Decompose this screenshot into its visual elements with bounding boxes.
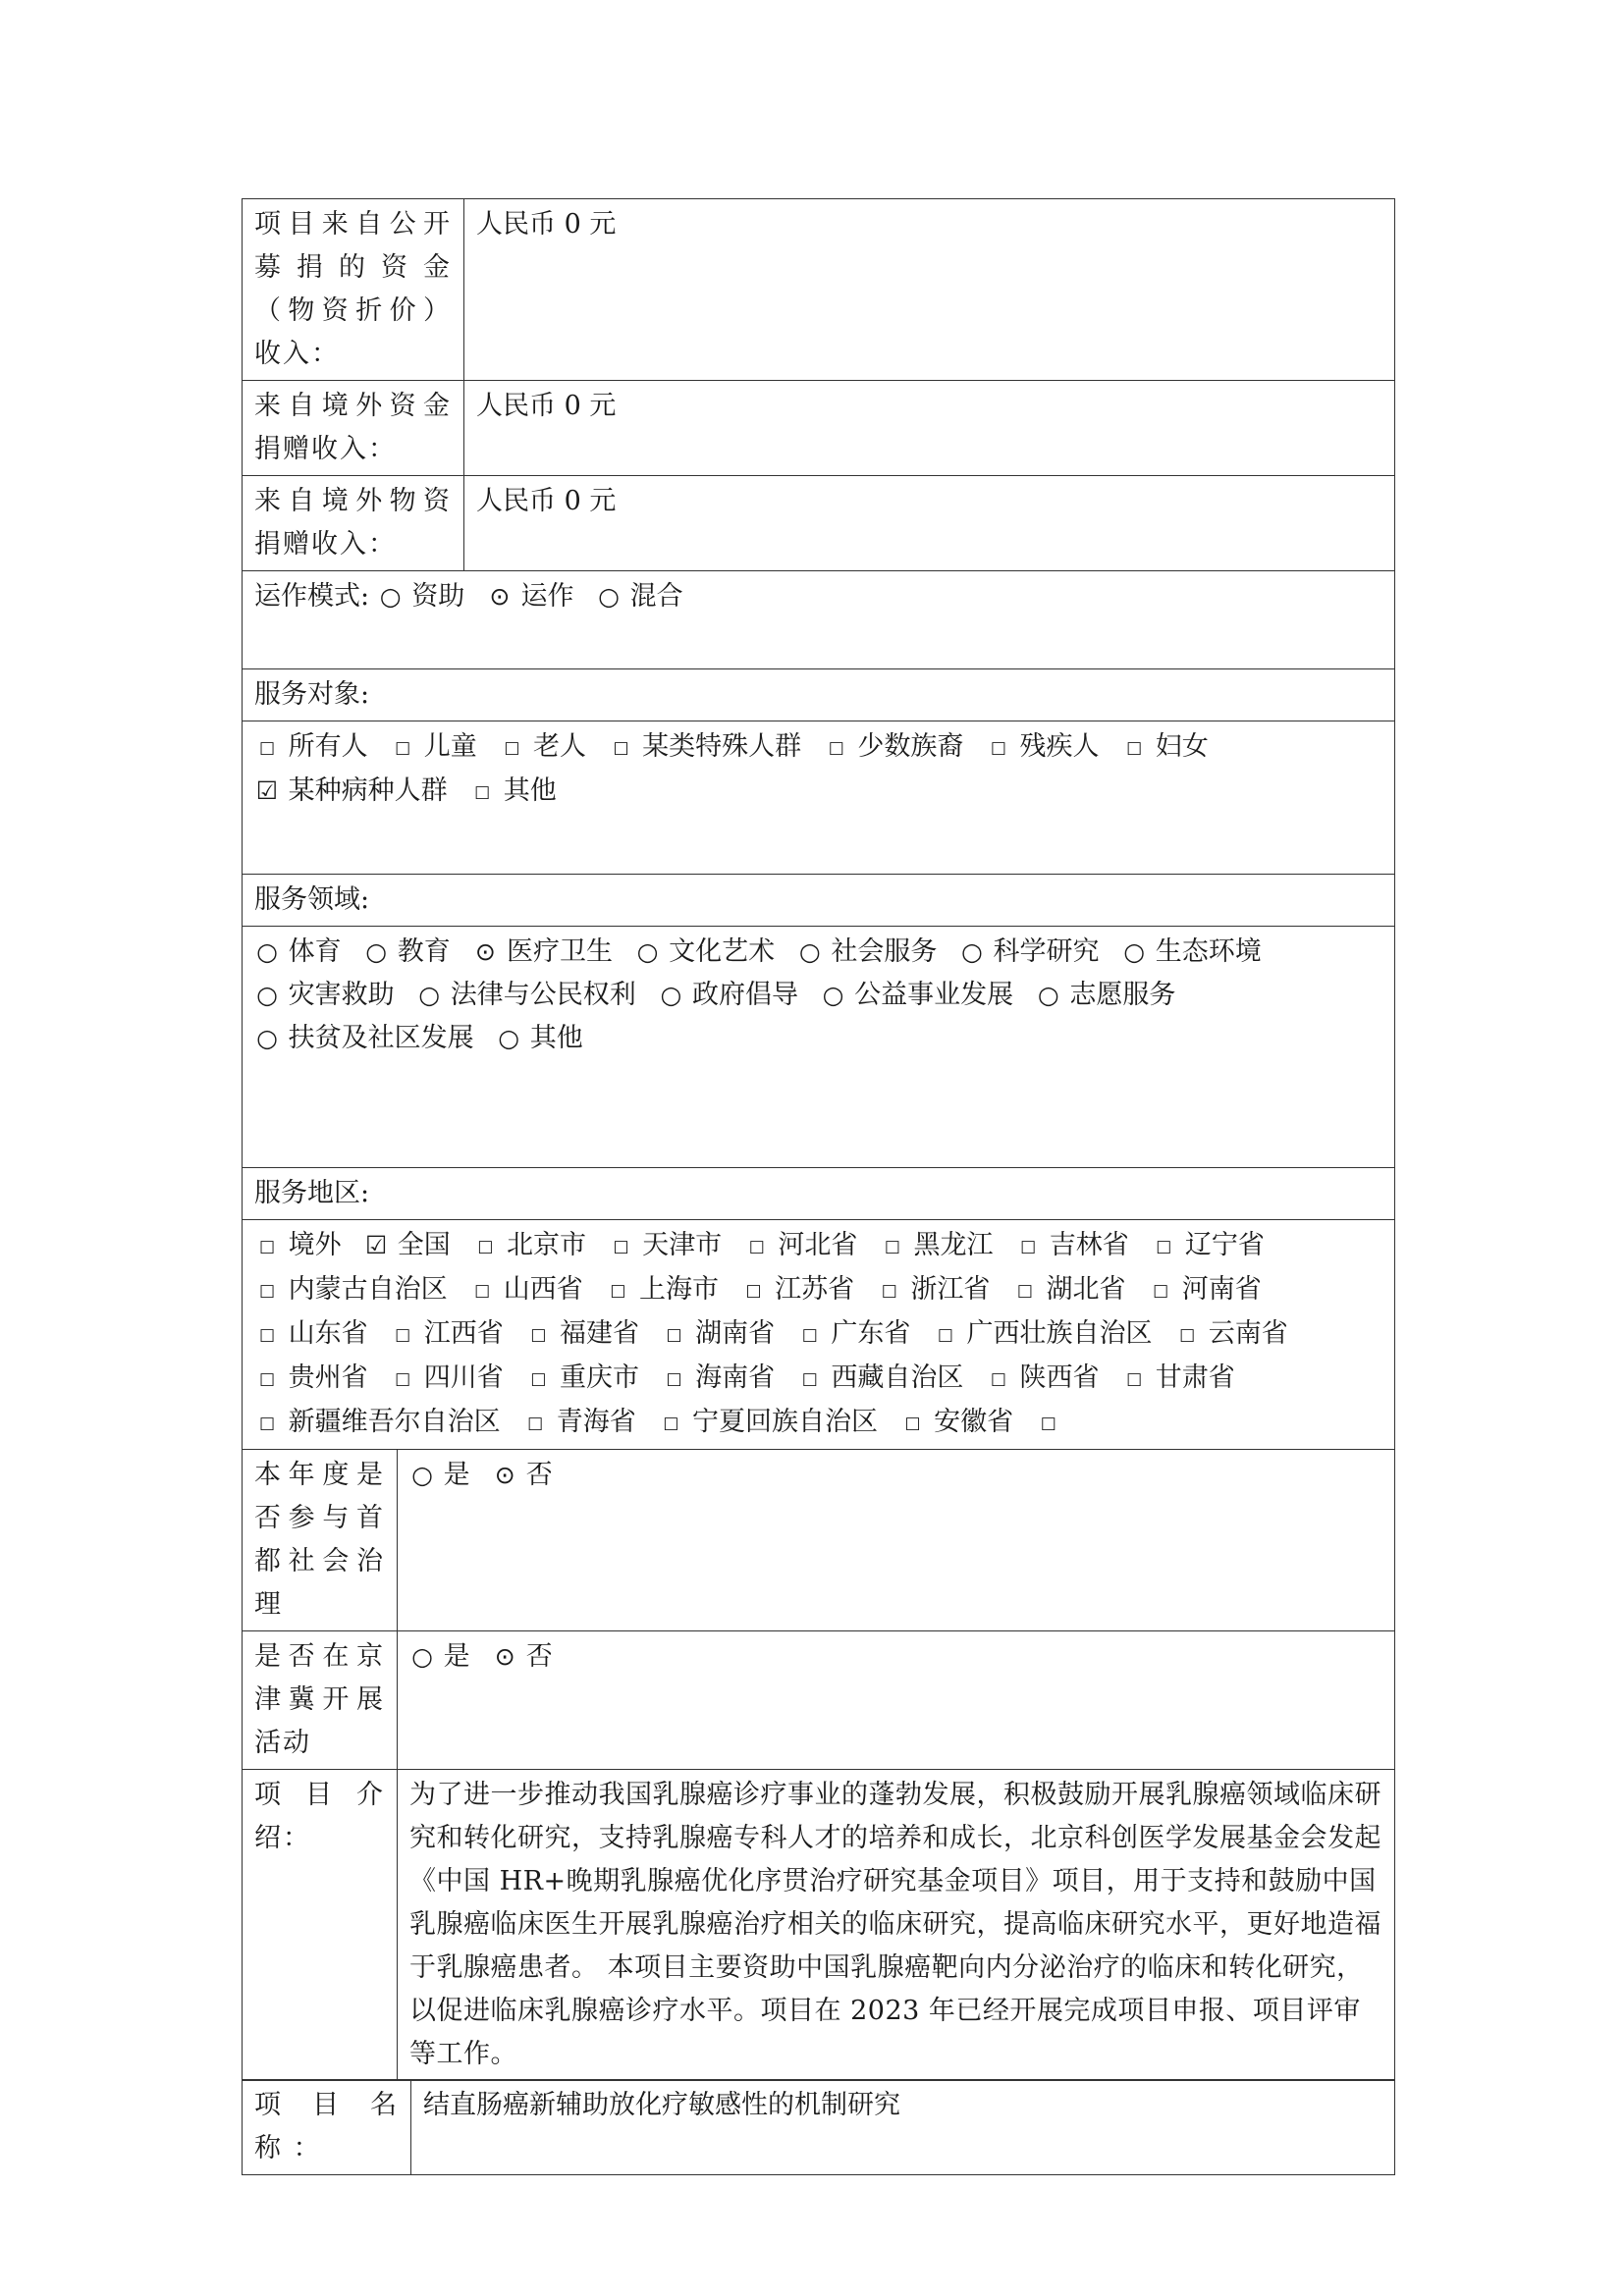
checkbox-icon[interactable]: □	[474, 1281, 491, 1301]
option-item[interactable]	[487, 581, 574, 612]
service-field-options	[243, 927, 1395, 1168]
checkbox-icon[interactable]: □	[258, 1237, 276, 1256]
checkbox-icon[interactable]: □	[477, 1237, 494, 1256]
option-label: 是	[435, 1459, 470, 1490]
option-label: 湖北省	[1037, 1274, 1126, 1305]
radio-icon[interactable]: ○	[379, 582, 402, 611]
option-item[interactable]	[1151, 1230, 1265, 1260]
checkbox-icon[interactable]: □	[527, 1414, 544, 1433]
option-label: 河北省	[769, 1230, 858, 1260]
radio-icon[interactable]: ○	[598, 582, 620, 611]
option-item[interactable]	[596, 581, 683, 612]
checkbox-icon[interactable]: □	[1153, 1281, 1169, 1301]
option-label: 山西省	[495, 1274, 583, 1305]
option-item[interactable]	[824, 731, 964, 762]
option-item[interactable]	[877, 1274, 991, 1305]
option-item[interactable]	[986, 731, 1100, 762]
option-item[interactable]	[741, 1274, 855, 1305]
radio-icon[interactable]: ○	[636, 937, 659, 966]
checkbox-icon[interactable]: □	[258, 1281, 276, 1301]
checkbox-icon[interactable]: □	[613, 1237, 629, 1256]
radio-icon[interactable]: ○	[256, 981, 278, 1009]
option-item[interactable]	[254, 775, 448, 806]
option-label: 某类特殊人群	[633, 731, 802, 762]
option-label: 天津市	[633, 1230, 723, 1260]
option-label: 吉林省	[1041, 1230, 1129, 1260]
radio-icon[interactable]: ○	[660, 981, 682, 1009]
checkbox-icon[interactable]: □	[1040, 1414, 1056, 1433]
option-item[interactable]	[254, 731, 368, 762]
operation-mode-cell	[243, 571, 1395, 669]
option-item[interactable]	[472, 936, 613, 967]
option-item[interactable]	[744, 1230, 858, 1260]
option-item[interactable]	[378, 581, 465, 612]
option-item[interactable]	[609, 1230, 723, 1260]
option-item[interactable]	[605, 1274, 719, 1305]
radio-selected-icon[interactable]: ⊙	[489, 582, 511, 611]
option-label: 医疗卫生	[498, 936, 613, 967]
radio-icon[interactable]: ○	[798, 937, 821, 966]
overseas-cash-row	[243, 381, 1395, 476]
jingjinji-row	[243, 1630, 1395, 1769]
option-label: 公益事业发展	[845, 980, 1014, 1010]
option-item[interactable]	[880, 1230, 994, 1260]
option-item[interactable]	[662, 1318, 776, 1349]
option-label: 文化艺术	[660, 936, 776, 967]
option-label: 云南省	[1200, 1318, 1288, 1349]
option-item[interactable]	[821, 980, 1014, 1010]
overseas-goods-value: 人民币 0 元	[464, 476, 1395, 571]
option-item[interactable]	[609, 731, 802, 762]
option-label: 境外	[280, 1230, 342, 1260]
option-item[interactable]	[1121, 1362, 1235, 1393]
option-label: 青海省	[548, 1407, 636, 1437]
option-label: 是	[435, 1640, 470, 1672]
option-label: 否	[517, 1640, 553, 1672]
option-item[interactable]	[635, 936, 776, 967]
option-item[interactable]	[409, 1641, 470, 1672]
intro-label: 项 目 介 绍：	[243, 1769, 398, 2080]
option-item[interactable]	[390, 1362, 504, 1393]
checkbox-icon[interactable]: □	[990, 738, 1006, 758]
option-item[interactable]	[797, 1362, 964, 1393]
overseas-goods-row	[243, 476, 1395, 571]
option-label: 少数族裔	[848, 731, 964, 762]
service-target-label: 服务对象:	[243, 669, 1395, 721]
option-label: 广西壮族自治区	[957, 1318, 1153, 1349]
service-region-options	[243, 1220, 1395, 1450]
checkbox-icon[interactable]: □	[801, 1325, 818, 1345]
option-label: 山东省	[280, 1318, 368, 1349]
operation-mode-row	[243, 571, 1395, 669]
radio-selected-icon[interactable]: ⊙	[494, 1641, 515, 1671]
checkbox-icon[interactable]: □	[530, 1325, 547, 1345]
option-label: 全国	[389, 1230, 451, 1260]
checkbox-icon[interactable]: □	[258, 1369, 276, 1389]
option-item[interactable]	[525, 1362, 639, 1393]
capital-governance-label: 本年度是否参与首都社会治理	[243, 1449, 398, 1630]
option-label: 北京市	[498, 1230, 586, 1260]
option-item[interactable]	[658, 1407, 878, 1437]
service-region-options-row	[243, 1220, 1395, 1450]
service-target-header-row	[243, 669, 1395, 721]
document-page	[242, 198, 1394, 2175]
radio-icon[interactable]: ○	[411, 1641, 433, 1671]
option-label: 辽宁省	[1176, 1230, 1265, 1260]
option-label: 法律与公民权利	[442, 980, 636, 1010]
option-item[interactable]	[662, 1362, 776, 1393]
option-item[interactable]	[469, 1274, 583, 1305]
option-item[interactable]	[254, 936, 342, 967]
capital-governance-row	[243, 1449, 1395, 1630]
checkbox-icon[interactable]: □	[474, 782, 491, 802]
overseas-goods-label: 来自境外物资捐赠收入：	[243, 476, 464, 571]
option-label: 甘肃省	[1147, 1362, 1235, 1393]
option-item[interactable]	[900, 1407, 1014, 1437]
service-region-label: 服务地区:	[243, 1168, 1395, 1220]
option-label: 内蒙古自治区	[280, 1274, 448, 1305]
checkbox-icon[interactable]: □	[258, 738, 276, 758]
option-label: 福建省	[551, 1318, 639, 1349]
checkbox-icon[interactable]: □	[937, 1325, 953, 1345]
option-label: 混合	[622, 581, 683, 612]
option-item[interactable]	[363, 1230, 451, 1260]
option-item[interactable]	[390, 1318, 504, 1349]
option-item[interactable]	[1012, 1274, 1126, 1305]
checkbox-icon[interactable]: □	[745, 1281, 762, 1301]
option-item[interactable]	[1174, 1318, 1288, 1349]
option-label: 河南省	[1173, 1274, 1262, 1305]
option-item[interactable]	[658, 980, 798, 1010]
option-item[interactable]	[469, 775, 557, 806]
project-name-value: 结直肠癌新辅助放化疗敏感性的机制研究	[411, 2080, 1395, 2175]
option-label: 某种病种人群	[280, 775, 448, 806]
option-item[interactable]	[496, 1023, 583, 1053]
option-label: 湖南省	[686, 1318, 776, 1349]
checkbox-icon[interactable]: □	[1156, 1237, 1172, 1256]
checkbox-icon[interactable]: □	[258, 1414, 276, 1433]
option-item[interactable]	[254, 1362, 368, 1393]
option-label: 体育	[280, 936, 342, 967]
service-field-header-row	[243, 875, 1395, 927]
option-item[interactable]	[416, 980, 636, 1010]
checkbox-icon[interactable]: □	[904, 1414, 921, 1433]
checkbox-icon[interactable]: □	[1179, 1325, 1196, 1345]
option-item[interactable]	[254, 1318, 368, 1349]
option-label: 江苏省	[766, 1274, 855, 1305]
option-label: 新疆维吾尔自治区	[280, 1407, 501, 1437]
option-item[interactable]	[492, 1641, 553, 1672]
project-form-table-lower	[242, 1449, 1395, 2081]
option-label: 四川省	[415, 1362, 504, 1393]
checkbox-icon[interactable]: □	[258, 1325, 276, 1345]
radio-icon[interactable]: ○	[1037, 981, 1059, 1009]
option-item[interactable]	[254, 1407, 501, 1437]
service-field-label: 服务领域:	[243, 875, 1395, 927]
option-label: 教育	[389, 936, 451, 967]
option-label: 政府倡导	[683, 980, 798, 1010]
radio-icon[interactable]: ○	[961, 937, 983, 966]
checkbox-icon[interactable]: □	[395, 738, 411, 758]
checkbox-icon[interactable]: □	[990, 1369, 1006, 1389]
checkbox-icon[interactable]: □	[828, 738, 844, 758]
overseas-cash-value: 人民币 0 元	[464, 381, 1395, 476]
option-item[interactable]	[363, 936, 451, 967]
radio-selected-icon[interactable]: ⊙	[494, 1460, 515, 1489]
service-region-header-row	[243, 1168, 1395, 1220]
option-item[interactable]	[959, 936, 1100, 967]
option-item[interactable]	[254, 980, 395, 1010]
checkbox-icon[interactable]: □	[1126, 738, 1143, 758]
option-item[interactable]	[525, 1318, 639, 1349]
checkbox-icon[interactable]: □	[663, 1414, 679, 1433]
project-form-table	[242, 198, 1395, 1450]
checkbox-icon[interactable]: □	[1126, 1369, 1143, 1389]
checkbox-icon[interactable]: □	[884, 1237, 900, 1256]
checkbox-icon[interactable]: □	[530, 1369, 547, 1389]
checkbox-icon[interactable]: □	[610, 1281, 626, 1301]
option-item[interactable]	[254, 1230, 342, 1260]
option-item[interactable]	[522, 1407, 636, 1437]
option-item[interactable]	[933, 1318, 1153, 1349]
checkbox-icon[interactable]: □	[666, 1325, 682, 1345]
option-label: 上海市	[630, 1274, 719, 1305]
radio-icon[interactable]: ○	[365, 937, 388, 966]
operation-mode-label: 运作模式:	[254, 581, 370, 612]
option-label: 所有人	[280, 731, 368, 762]
checkbox-icon[interactable]: □	[881, 1281, 897, 1301]
option-label: 贵州省	[280, 1362, 368, 1393]
option-item[interactable]	[1036, 980, 1176, 1010]
option-item[interactable]	[409, 1460, 470, 1490]
radio-icon[interactable]: ○	[418, 981, 441, 1009]
option-label: 其他	[521, 1023, 583, 1053]
radio-icon[interactable]: ○	[498, 1024, 520, 1052]
option-label: 重庆市	[551, 1362, 639, 1393]
public-fund-label: 项目来自公开募捐的资金（物资折价）收入：	[243, 199, 464, 381]
option-label: 陕西省	[1010, 1362, 1100, 1393]
checked-box-icon[interactable]: ☑	[255, 776, 279, 805]
option-label: 黑龙江	[904, 1230, 994, 1260]
checkbox-icon[interactable]: □	[666, 1369, 682, 1389]
project-name-table	[242, 2079, 1395, 2175]
intro-text: 为了进一步推动我国乳腺癌诊疗事业的蓬勃发展，积极鼓励开展乳腺癌领域临床研究和转化研究，支持乳腺癌专科人才的培养和成长，北京科创医学发展基金会发起《中国 HR+晚期乳腺癌优化序贯治疗研究基金项目》项目，用于支持和鼓励中国乳腺癌临床医生开展乳腺癌治疗相关的临床研究，提高临床研究水平，更好地造福于乳腺癌患者。 本项目主要资助中国乳腺癌靶向内分泌治疗的临床和转化研究，以促进临床乳腺癌诊疗水平。项目在 2023 年已经开展完成项目申报、项目评审等工作。	[398, 1769, 1395, 2080]
service-target-options-row	[243, 721, 1395, 875]
option-label: 广东省	[822, 1318, 911, 1349]
option-label: 妇女	[1147, 731, 1209, 762]
option-label: 海南省	[686, 1362, 776, 1393]
option-item[interactable]	[1036, 1407, 1061, 1437]
option-label: 浙江省	[901, 1274, 991, 1305]
jingjinji-options	[398, 1630, 1395, 1769]
option-item[interactable]	[492, 1460, 553, 1490]
option-label: 西藏自治区	[822, 1362, 964, 1393]
option-label: 灾害救助	[280, 980, 395, 1010]
option-label: 资助	[403, 581, 465, 612]
radio-icon[interactable]: ○	[822, 981, 844, 1009]
service-target-options	[243, 721, 1395, 875]
intro-row	[243, 1769, 1395, 2080]
radio-icon[interactable]: ○	[256, 937, 278, 966]
radio-icon[interactable]: ○	[411, 1460, 433, 1489]
option-item[interactable]	[1121, 936, 1262, 967]
option-item[interactable]	[472, 1230, 586, 1260]
option-label: 老人	[524, 731, 586, 762]
service-field-options-row	[243, 927, 1395, 1168]
option-item[interactable]	[1015, 1230, 1129, 1260]
jingjinji-label: 是否在京津冀开展活动	[243, 1630, 398, 1769]
option-item[interactable]	[986, 1362, 1100, 1393]
option-item[interactable]	[1121, 731, 1209, 762]
checked-box-icon[interactable]: ☑	[364, 1231, 388, 1259]
public-fund-row	[243, 199, 1395, 381]
option-label: 社会服务	[822, 936, 938, 967]
radio-icon[interactable]: ○	[1123, 937, 1146, 966]
option-item[interactable]	[797, 1318, 911, 1349]
option-label: 江西省	[415, 1318, 504, 1349]
radio-selected-icon[interactable]: ⊙	[474, 937, 496, 966]
option-item[interactable]	[254, 1023, 474, 1053]
project-name-row	[243, 2080, 1395, 2175]
option-label: 否	[517, 1459, 553, 1490]
checkbox-icon[interactable]: □	[613, 738, 629, 758]
option-label: 运作	[512, 581, 574, 612]
option-item[interactable]	[499, 731, 586, 762]
option-label: 宁夏回族自治区	[683, 1407, 878, 1437]
public-fund-value: 人民币 0 元	[464, 199, 1395, 381]
option-label: 安徽省	[925, 1407, 1014, 1437]
option-item[interactable]	[390, 731, 477, 762]
overseas-cash-label: 来自境外资金捐赠收入：	[243, 381, 464, 476]
option-item[interactable]	[797, 936, 938, 967]
project-name-label: 项 目 名 称 ：	[243, 2080, 411, 2175]
option-item[interactable]	[1148, 1274, 1262, 1305]
checkbox-icon[interactable]: □	[801, 1369, 818, 1389]
checkbox-icon[interactable]: □	[1016, 1281, 1033, 1301]
option-label: 生态环境	[1147, 936, 1262, 967]
capital-governance-options	[398, 1449, 1395, 1630]
option-label: 残疾人	[1010, 731, 1100, 762]
option-label: 科学研究	[984, 936, 1100, 967]
option-item[interactable]	[254, 1274, 448, 1305]
option-label: 儿童	[415, 731, 477, 762]
checkbox-icon[interactable]: □	[395, 1325, 411, 1345]
checkbox-icon[interactable]: □	[395, 1369, 411, 1389]
checkbox-icon[interactable]: □	[1020, 1237, 1037, 1256]
operation-mode-options	[378, 581, 697, 612]
option-label: 其他	[495, 775, 557, 806]
radio-icon[interactable]: ○	[256, 1024, 278, 1052]
checkbox-icon[interactable]: □	[748, 1237, 765, 1256]
option-label: 志愿服务	[1060, 980, 1176, 1010]
checkbox-icon[interactable]: □	[504, 738, 520, 758]
option-label: 扶贫及社区发展	[280, 1023, 474, 1053]
